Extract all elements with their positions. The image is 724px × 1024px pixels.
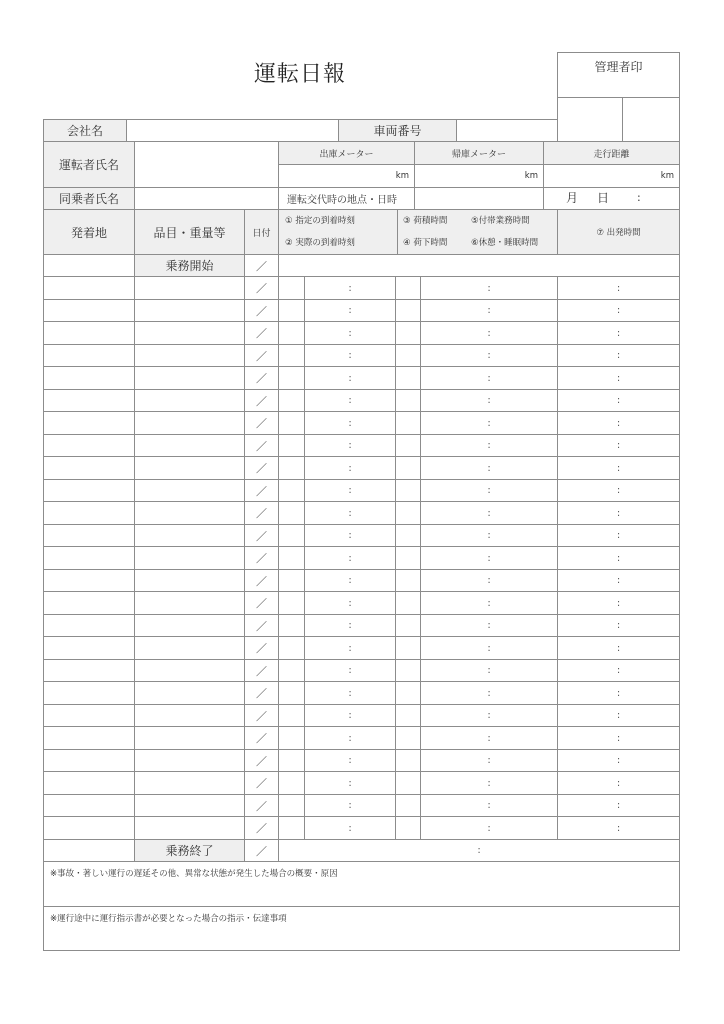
origin-cell: [43, 681, 135, 705]
work-mark-cell: [395, 366, 421, 390]
date-cell: ／: [244, 299, 279, 322]
depart-time-cell: :: [557, 389, 680, 412]
origin-cell: [43, 816, 135, 840]
arrival-mark-cell: [278, 816, 305, 840]
work-time-cell: :: [420, 456, 558, 480]
work-mark-cell: [395, 479, 421, 502]
arrival-mark-cell: [278, 321, 305, 345]
date-cell: ／: [244, 816, 279, 840]
work-mark-cell: [395, 591, 421, 615]
depart-time-cell: :: [557, 591, 680, 615]
origin-cell: [43, 299, 135, 322]
depart-time-cell: :: [557, 659, 680, 682]
start-duty-label: 乗務開始: [134, 254, 245, 277]
arrival-mark-cell: [278, 704, 305, 727]
item-cell: [134, 434, 245, 457]
depart-time-cell: :: [557, 434, 680, 457]
work-mark-cell: [395, 704, 421, 727]
arrival-mark-cell: [278, 389, 305, 412]
origin-cell: [43, 434, 135, 457]
arrival-time-cell: :: [304, 749, 396, 772]
depart-time-cell: :: [557, 299, 680, 322]
column-c4: ④ 荷下時間: [403, 238, 448, 248]
work-time-cell: :: [420, 524, 558, 547]
km-unit: km: [395, 171, 409, 181]
arrival-time-cell: :: [304, 524, 396, 547]
date-cell: ／: [244, 704, 279, 727]
arrival-time-cell: :: [304, 771, 396, 795]
start-date-cell: ／: [244, 254, 279, 277]
work-time-cell: :: [420, 681, 558, 705]
km-unit: km: [524, 171, 538, 181]
end-date-cell: ／: [244, 839, 279, 862]
depart-time-cell: :: [557, 794, 680, 817]
origin-cell: [43, 614, 135, 637]
column-c2: ② 実際の到着時刻: [285, 238, 355, 248]
item-cell: [134, 749, 245, 772]
arrival-time-cell: :: [304, 456, 396, 480]
arrival-mark-cell: [278, 636, 305, 660]
work-time-cell: :: [420, 276, 558, 300]
work-time-cell: :: [420, 344, 558, 367]
work-time-cell: :: [420, 479, 558, 502]
remarks-incident: ※事故・著しい運行の遅延その他、異常な状態が発生した場合の概要・原因: [43, 861, 680, 907]
date-cell: ／: [244, 591, 279, 615]
start-time-cell: [278, 254, 680, 277]
work-time-cell: :: [420, 704, 558, 727]
arrival-mark-cell: [278, 276, 305, 300]
work-mark-cell: [395, 411, 421, 435]
arrival-time-cell: :: [304, 681, 396, 705]
work-time-cell: :: [420, 366, 558, 390]
column-c6: ⑥休憩・睡眠時間: [471, 238, 539, 248]
date-cell: ／: [244, 749, 279, 772]
end-origin-cell: [43, 839, 135, 862]
origin-cell: [43, 276, 135, 300]
column-arrival-times: [278, 209, 398, 255]
handover-place-value: [414, 187, 544, 210]
arrival-time-cell: :: [304, 389, 396, 412]
work-mark-cell: [395, 276, 421, 300]
column-work-times: [397, 209, 558, 255]
handover-label: 運転交代時の地点・日時: [278, 187, 415, 210]
item-cell: [134, 726, 245, 750]
arrival-mark-cell: [278, 411, 305, 435]
depart-time-cell: :: [557, 366, 680, 390]
date-cell: ／: [244, 681, 279, 705]
work-time-cell: :: [420, 794, 558, 817]
item-cell: [134, 524, 245, 547]
work-mark-cell: [395, 321, 421, 345]
arrival-time-cell: :: [304, 276, 396, 300]
arrival-time-cell: :: [304, 411, 396, 435]
date-cell: ／: [244, 614, 279, 637]
arrival-mark-cell: [278, 524, 305, 547]
date-cell: ／: [244, 344, 279, 367]
meter-in-label: 帰庫メーター: [414, 141, 544, 165]
origin-cell: [43, 456, 135, 480]
arrival-mark-cell: [278, 659, 305, 682]
work-time-cell: :: [420, 389, 558, 412]
page-title: 運転日報: [253, 62, 346, 87]
work-mark-cell: [395, 816, 421, 840]
work-mark-cell: [395, 771, 421, 795]
arrival-mark-cell: [278, 546, 305, 570]
origin-cell: [43, 524, 135, 547]
depart-time-cell: :: [557, 749, 680, 772]
work-time-cell: :: [420, 636, 558, 660]
date-cell: ／: [244, 501, 279, 525]
date-cell: ／: [244, 389, 279, 412]
vehicle-number-value: [456, 119, 558, 142]
manager-stamp-right: [622, 97, 680, 142]
column-date: 日付: [244, 209, 279, 255]
item-cell: [134, 299, 245, 322]
origin-cell: [43, 389, 135, 412]
depart-time-cell: :: [557, 614, 680, 637]
arrival-time-cell: :: [304, 704, 396, 727]
date-cell: ／: [244, 411, 279, 435]
depart-time-cell: :: [557, 726, 680, 750]
work-time-cell: :: [420, 411, 558, 435]
work-time-cell: :: [420, 726, 558, 750]
depart-time-cell: :: [557, 479, 680, 502]
date-cell: ／: [244, 726, 279, 750]
origin-cell: [43, 704, 135, 727]
arrival-time-cell: :: [304, 434, 396, 457]
depart-time-cell: :: [557, 771, 680, 795]
work-time-cell: :: [420, 659, 558, 682]
date-cell: ／: [244, 321, 279, 345]
arrival-mark-cell: [278, 771, 305, 795]
item-cell: [134, 389, 245, 412]
depart-time-cell: :: [557, 704, 680, 727]
column-c5: ⑤付帯業務時間: [471, 216, 530, 226]
origin-cell: [43, 321, 135, 345]
vehicle-number-label: 車両番号: [338, 119, 457, 142]
origin-cell: [43, 659, 135, 682]
date-cell: ／: [244, 659, 279, 682]
arrival-time-cell: :: [304, 321, 396, 345]
work-time-cell: :: [420, 771, 558, 795]
work-mark-cell: [395, 681, 421, 705]
work-time-cell: :: [420, 501, 558, 525]
item-cell: [134, 501, 245, 525]
work-mark-cell: [395, 344, 421, 367]
depart-time-cell: :: [557, 816, 680, 840]
origin-cell: [43, 546, 135, 570]
arrival-time-cell: :: [304, 726, 396, 750]
item-cell: [134, 366, 245, 390]
column-c3: ③ 荷積時間: [403, 216, 448, 226]
work-time-cell: :: [420, 749, 558, 772]
item-cell: [134, 614, 245, 637]
origin-cell: [43, 479, 135, 502]
arrival-mark-cell: [278, 299, 305, 322]
origin-cell: [43, 749, 135, 772]
work-time-cell: :: [420, 569, 558, 592]
work-mark-cell: [395, 524, 421, 547]
item-cell: [134, 659, 245, 682]
work-time-cell: :: [420, 546, 558, 570]
company-label: 会社名: [43, 119, 127, 142]
date-cell: ／: [244, 366, 279, 390]
day-label: 日: [597, 191, 610, 205]
arrival-mark-cell: [278, 569, 305, 592]
item-cell: [134, 704, 245, 727]
arrival-time-cell: :: [304, 501, 396, 525]
arrival-time-cell: :: [304, 614, 396, 637]
work-time-cell: :: [420, 614, 558, 637]
depart-time-cell: :: [557, 636, 680, 660]
start-origin-cell: [43, 254, 135, 277]
date-cell: ／: [244, 546, 279, 570]
end-time-cell: :: [278, 839, 680, 862]
item-cell: [134, 546, 245, 570]
item-cell: [134, 816, 245, 840]
column-origin: 発着地: [43, 209, 135, 255]
column-c7: ⑦ 出発時間: [557, 209, 680, 255]
work-time-cell: :: [420, 321, 558, 345]
arrival-mark-cell: [278, 794, 305, 817]
driver-name-value: [134, 141, 279, 188]
distance-label: 走行距離: [543, 141, 680, 165]
depart-time-cell: :: [557, 569, 680, 592]
end-duty-label: 乗務終了: [134, 839, 245, 862]
arrival-mark-cell: [278, 366, 305, 390]
date-cell: ／: [244, 524, 279, 547]
item-cell: [134, 771, 245, 795]
arrival-mark-cell: [278, 749, 305, 772]
item-cell: [134, 591, 245, 615]
work-mark-cell: [395, 389, 421, 412]
manager-stamp-label: 管理者印: [557, 52, 680, 98]
time-separator: :: [637, 191, 641, 204]
company-value: [126, 119, 339, 142]
depart-time-cell: :: [557, 501, 680, 525]
date-cell: ／: [244, 569, 279, 592]
arrival-mark-cell: [278, 344, 305, 367]
origin-cell: [43, 771, 135, 795]
meter-out-label: 出庫メーター: [278, 141, 415, 165]
depart-time-cell: :: [557, 546, 680, 570]
item-cell: [134, 794, 245, 817]
column-item-weight: 品目・重量等: [134, 209, 245, 255]
depart-time-cell: :: [557, 411, 680, 435]
arrival-time-cell: :: [304, 366, 396, 390]
origin-cell: [43, 726, 135, 750]
work-mark-cell: [395, 546, 421, 570]
origin-cell: [43, 591, 135, 615]
date-cell: ／: [244, 636, 279, 660]
remarks-instructions: ※運行途中に運行指示書が必要となった場合の指示・伝達事項: [43, 906, 680, 951]
item-cell: [134, 636, 245, 660]
distance-value: [543, 164, 680, 188]
work-mark-cell: [395, 636, 421, 660]
work-mark-cell: [395, 456, 421, 480]
handover-datetime: [543, 187, 680, 210]
date-cell: ／: [244, 794, 279, 817]
work-mark-cell: [395, 614, 421, 637]
arrival-time-cell: :: [304, 794, 396, 817]
arrival-time-cell: :: [304, 569, 396, 592]
month-label: 月: [566, 191, 579, 205]
item-cell: [134, 344, 245, 367]
arrival-mark-cell: [278, 681, 305, 705]
date-cell: ／: [244, 276, 279, 300]
arrival-mark-cell: [278, 614, 305, 637]
arrival-time-cell: :: [304, 299, 396, 322]
work-mark-cell: [395, 434, 421, 457]
item-cell: [134, 479, 245, 502]
work-mark-cell: [395, 659, 421, 682]
work-time-cell: :: [420, 816, 558, 840]
depart-time-cell: :: [557, 276, 680, 300]
column-c1: ① 指定の到着時刻: [285, 216, 355, 226]
depart-time-cell: :: [557, 456, 680, 480]
date-cell: ／: [244, 456, 279, 480]
passenger-name-label: 同乗者氏名: [43, 187, 135, 210]
arrival-mark-cell: [278, 456, 305, 480]
manager-stamp-left: [557, 97, 623, 142]
passenger-name-value: [134, 187, 279, 210]
item-cell: [134, 681, 245, 705]
depart-time-cell: :: [557, 344, 680, 367]
arrival-mark-cell: [278, 501, 305, 525]
origin-cell: [43, 636, 135, 660]
work-time-cell: :: [420, 591, 558, 615]
work-mark-cell: [395, 749, 421, 772]
work-mark-cell: [395, 501, 421, 525]
work-mark-cell: [395, 794, 421, 817]
depart-time-cell: :: [557, 321, 680, 345]
item-cell: [134, 569, 245, 592]
arrival-time-cell: :: [304, 659, 396, 682]
item-cell: [134, 276, 245, 300]
arrival-time-cell: :: [304, 591, 396, 615]
arrival-time-cell: :: [304, 546, 396, 570]
arrival-time-cell: :: [304, 479, 396, 502]
date-cell: ／: [244, 434, 279, 457]
item-cell: [134, 321, 245, 345]
depart-time-cell: :: [557, 524, 680, 547]
arrival-time-cell: :: [304, 636, 396, 660]
arrival-mark-cell: [278, 726, 305, 750]
work-mark-cell: [395, 726, 421, 750]
arrival-time-cell: :: [304, 344, 396, 367]
work-mark-cell: [395, 569, 421, 592]
origin-cell: [43, 794, 135, 817]
origin-cell: [43, 569, 135, 592]
driver-name-label: 運転者氏名: [43, 141, 135, 188]
meter-in-value: [414, 164, 544, 188]
depart-time-cell: :: [557, 681, 680, 705]
arrival-time-cell: :: [304, 816, 396, 840]
work-time-cell: :: [420, 299, 558, 322]
arrival-mark-cell: [278, 434, 305, 457]
km-unit: km: [660, 171, 674, 181]
item-cell: [134, 411, 245, 435]
item-cell: [134, 456, 245, 480]
date-cell: ／: [244, 479, 279, 502]
origin-cell: [43, 344, 135, 367]
origin-cell: [43, 366, 135, 390]
origin-cell: [43, 501, 135, 525]
date-cell: ／: [244, 771, 279, 795]
arrival-mark-cell: [278, 479, 305, 502]
origin-cell: [43, 411, 135, 435]
arrival-mark-cell: [278, 591, 305, 615]
meter-out-value: [278, 164, 415, 188]
work-mark-cell: [395, 299, 421, 322]
work-time-cell: :: [420, 434, 558, 457]
